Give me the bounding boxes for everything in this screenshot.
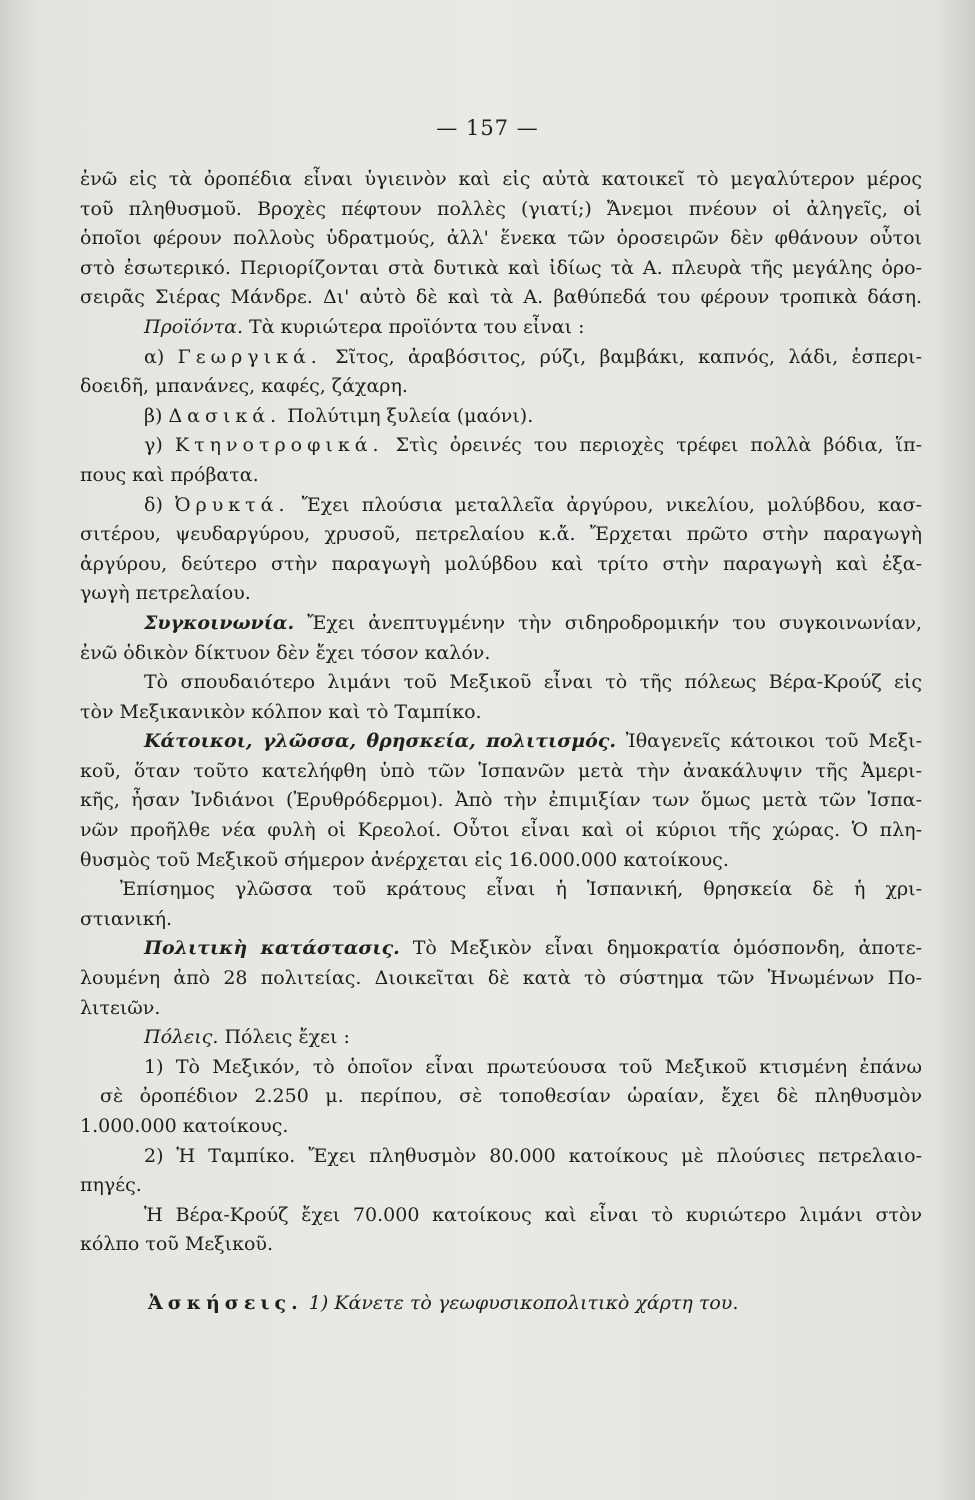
text-line: Ἐπίσημος γλῶσσα τοῦ κράτους εἶναι ἡ Ἱσπανική, θρησκεία δὲ ἡ χρι-	[120, 878, 922, 901]
section-synkoinonia	[80, 609, 922, 639]
page-body	[80, 165, 922, 1260]
text-line: θυσμὸς τοῦ Μεξικοῦ σήμερον ἀνέρχεται εἰς 16.000.000 κατοίκους.	[80, 848, 729, 871]
text-line: δοειδῆ, μπανάνες, καφές, ζάχαρη.	[80, 375, 408, 398]
list-text: Σῖτος, ἀραβόσιτος, ρύζι, βαμβάκι, καπνός, λάδι, ἑσπερι-	[335, 345, 922, 368]
text-line: σιτέρου, ψευδαργύρου, χρυσοῦ, πετρελαίου κ.ἄ. Ἔρχεται πρῶτο στὴν παραγωγὴ	[80, 523, 922, 546]
list-text: Στὶς ὀρεινές του περιοχὲς τρέφει πολλὰ βόδια, ἵπ-	[395, 434, 922, 457]
text-line: ἐνῶ εἰς τὰ ὀροπέδια εἶναι ὑγιεινὸν καὶ εἰς αὐτὰ κατοικεῖ τὸ μεγαλύτερον μέρος	[80, 168, 922, 190]
text-line: Ἡ Βέρα-Κρούζ ἔχει 70.000 κατοίκους καὶ εἶναι τὸ κυριώτερο λιμάνι στὸν	[144, 1203, 922, 1226]
text-line: κῆς, ἦσαν Ἰνδιάνοι (Ἐρυθρόδερμοι). Ἀπὸ τὴν ἐπιμιξίαν των ὅμως μετὰ τῶν Ἱσπα-	[80, 789, 922, 812]
section-heading-poleis: Πόλεις.	[144, 1026, 219, 1049]
text-line: σειρᾶς Σιέρας Μάνδρε. Δι' αὐτὸ δὲ καὶ τὰ Α. βαθύπεδά του φέρουν τροπικὰ δάση.	[80, 286, 922, 309]
katoikoi-text: Ἰθαγενεῖς κάτοικοι τοῦ Μεξι-	[625, 730, 922, 753]
section-heading-politiki: Πολιτικὴ κατάστασις.	[144, 937, 400, 960]
exercises-text: 1) Κάνετε τὸ γεωφυσικοπολιτικὸ χάρτη του.	[308, 1292, 739, 1314]
text-line: κόλπο τοῦ Μεξικοῦ.	[80, 1233, 273, 1256]
list-item-d	[80, 491, 922, 521]
politiki-text: Τὸ Μεξικὸν εἶναι δημοκρατία ὁμόσπονδη, ἀποτε-	[412, 937, 922, 960]
text-line: γωγὴ πετρελαίου.	[80, 582, 251, 605]
poleis-intro: Πόλεις ἔχει :	[224, 1026, 350, 1049]
exercises-label: Ἀσκήσεις.	[148, 1292, 303, 1314]
list-label: β)	[144, 404, 163, 427]
text-line: λουμένη ἀπὸ 28 πολιτείας. Διοικεῖται δὲ κατὰ τὸ σύστημα τῶν Ἡνωμένων Πο-	[80, 967, 922, 990]
text-line: ἐνῶ ὁδικὸν δίκτυον δὲν ἔχει τόσον καλόν.	[80, 641, 491, 664]
list-label: γ)	[144, 434, 163, 457]
page-number: — 157 —	[436, 116, 539, 140]
list-label: α)	[144, 345, 165, 368]
list-text: Ἔχει πλούσια μεταλλεῖα ἀργύρου, νικελίου, μολύβδου, κασ-	[301, 493, 922, 516]
text-line: λιτειῶν.	[80, 996, 161, 1019]
text-line: ὁποῖοι φέρουν πολλοὺς ὑδρατμούς, ἀλλ' ἕνεκα τῶν ὀροσειρῶν δὲν φθάνουν οὗτοι	[80, 227, 922, 250]
text-line: 1) Τὸ Μεξικόν, τὸ ὁποῖον εἶναι πρωτεύουσα τοῦ Μεξικοῦ κτισμένη ἐπάνω	[144, 1055, 922, 1078]
list-text: Πολύτιμη ξυλεία (μαόνι).	[287, 404, 534, 427]
text-line: στιανική.	[80, 907, 173, 930]
list-title: Κτηνοτροφικά.	[174, 434, 384, 457]
exercises-line	[148, 1292, 928, 1314]
proionta-intro: Τὰ κυριώτερα προϊόντα του εἶναι :	[249, 315, 585, 338]
text-line: πηγές.	[80, 1174, 142, 1197]
list-item-a	[80, 343, 922, 373]
text-line: ἀργύρου, δεύτερο στὴν παραγωγὴ μολύβδου καὶ τρίτο στὴν παραγωγὴ καὶ ἐξα-	[80, 552, 922, 575]
list-title: Ὀρυκτά.	[174, 493, 290, 516]
text-line: τοῦ πληθυσμοῦ. Βροχὲς πέφτουν πολλὲς (γιατί;) Ἄνεμοι πνέουν οἱ ἀληγεῖς, οἱ	[80, 197, 922, 220]
list-title: Δασικά.	[168, 404, 282, 427]
section-heading-synkoinonia: Συγκοινωνία.	[144, 611, 295, 634]
list-item-c	[80, 431, 922, 461]
section-poleis	[80, 1023, 922, 1053]
text-line: σὲ ὀροπέδιον 2.250 μ. περίπου, σὲ τοποθεσίαν ὡραίαν, ἔχει δὲ πληθυσμὸν	[100, 1085, 922, 1108]
text-line: 2) Ἡ Ταμπίκο. Ἔχει πληθυσμὸν 80.000 κατοίκους μὲ πλούσιες πετρελαιο-	[144, 1144, 922, 1167]
text-line: πους καὶ πρόβατα.	[80, 463, 259, 486]
section-katoikoi	[80, 727, 922, 757]
text-line: κοῦ, ὅταν τοῦτο κατελήφθη ὑπὸ τῶν Ἱσπανῶν μετὰ τὴν ἀνακάλυψιν τῆς Ἀμερι-	[80, 759, 922, 782]
section-heading-katoikoi: Κάτοικοι, γλῶσσα, θρησκεία, πολιτισμός.	[144, 730, 616, 753]
section-proionta	[80, 313, 922, 343]
text-line: στὸ ἐσωτερικό. Περιορίζονται στὰ δυτικὰ καὶ ἰδίως τὰ Α. πλευρὰ τῆς μεγάλης ὀρο-	[80, 256, 922, 279]
text-line: 1.000.000 κατοίκους.	[80, 1115, 289, 1137]
synkoinonia-text: Ἔχει ἀνεπτυγμένην τὴν σιδηροδρομικήν του συγκοινωνίαν,	[307, 611, 922, 634]
section-politiki	[80, 934, 922, 964]
text-line: Τὸ σπουδαιότερο λιμάνι τοῦ Μεξικοῦ εἶναι τὸ τῆς πόλεως Βέρα-Κρούζ εἰς	[144, 671, 922, 694]
text-line: τὸν Μεξικανικὸν κόλπον καὶ τὸ Ταμπίκο.	[80, 700, 482, 723]
text-line: νῶν προῆλθε νέα φυλὴ οἱ Κρεολοί. Οὗτοι εἶναι καὶ οἱ κύριοι τῆς χώρας. Ὁ πλη-	[80, 819, 922, 842]
list-label: δ)	[144, 493, 163, 516]
section-heading-proionta: Προϊόντα.	[144, 315, 243, 338]
list-title: Γεωργικά.	[177, 345, 322, 368]
list-item-b	[80, 402, 922, 432]
